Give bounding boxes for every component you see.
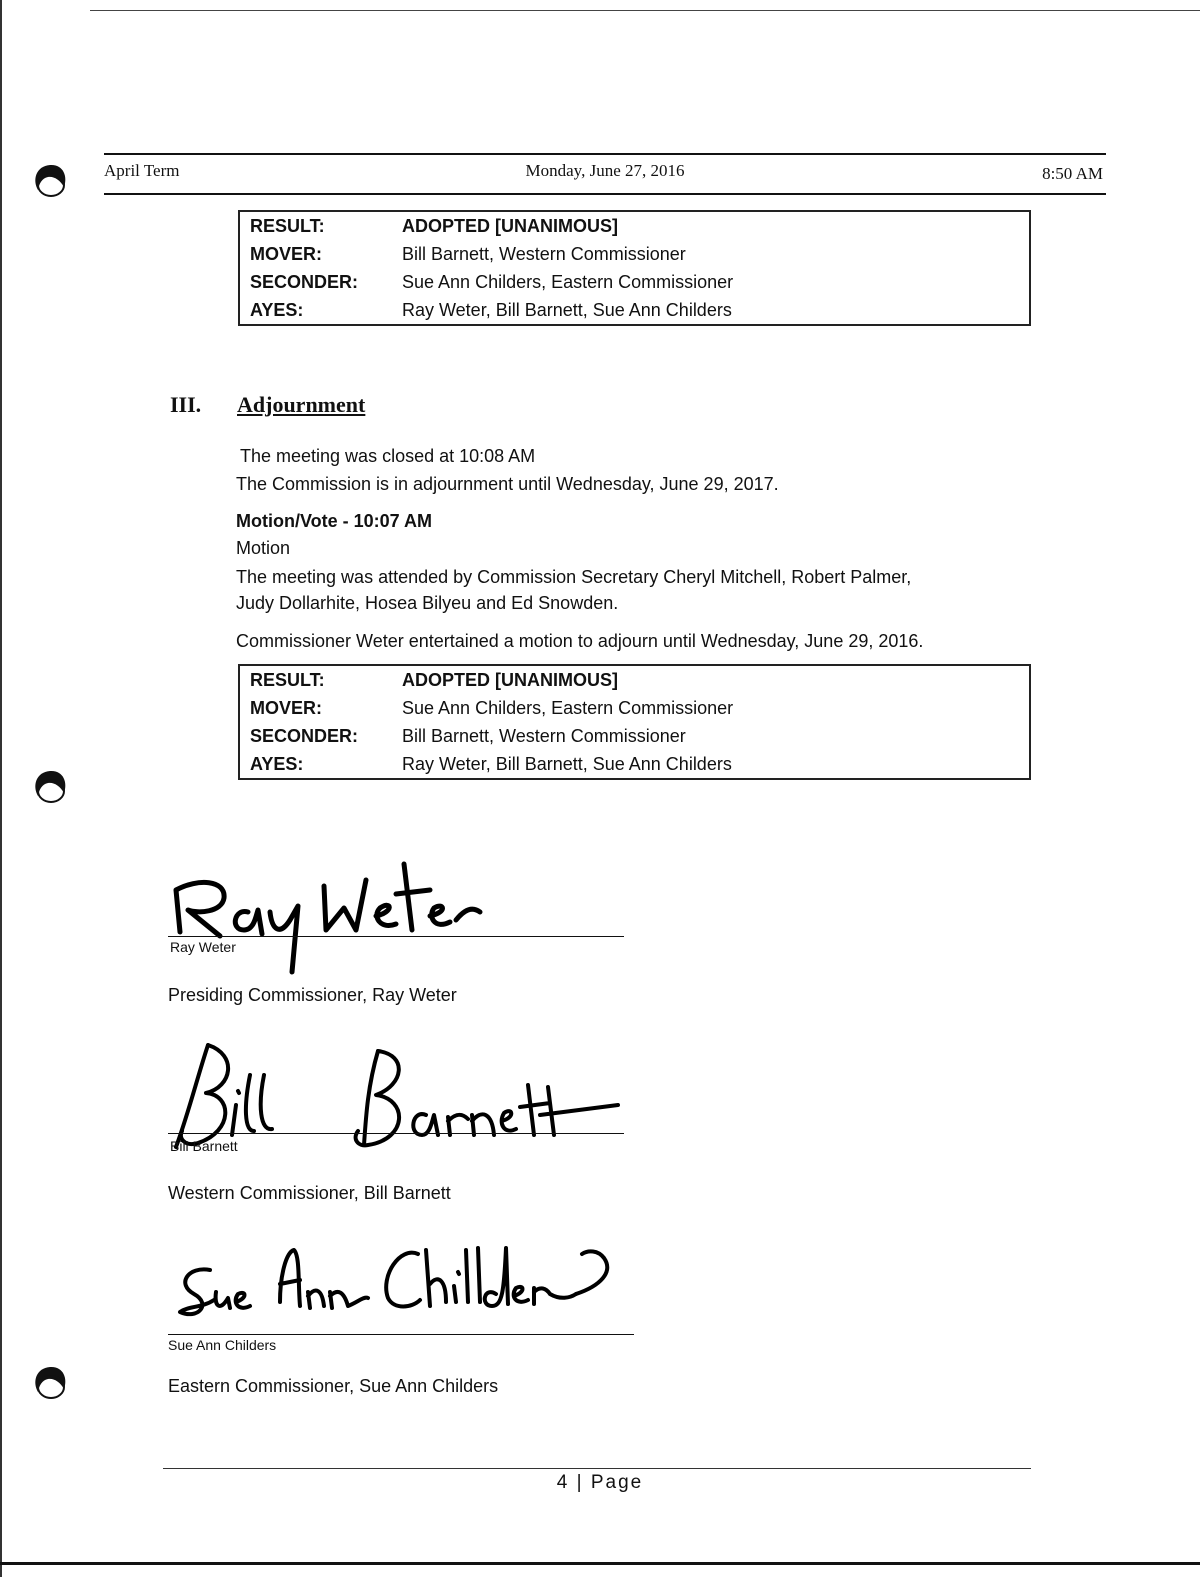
vote-table-1 — [240, 212, 1029, 324]
vote-label: SECONDER: — [250, 271, 359, 292]
motion-label: Motion — [236, 538, 291, 558]
signature-block-barnett — [168, 1035, 638, 1205]
scan-edge-top — [90, 10, 1200, 11]
printed-name: Sue Ann Childers — [168, 1337, 277, 1353]
attended-line-2: Judy Dollarhite, Hosea Bilyeu and Ed Snowden. — [236, 593, 619, 613]
vote-label: SECONDER: — [250, 725, 359, 746]
punch-hole-icon — [30, 1362, 70, 1402]
signature-bill-barnett — [168, 1035, 638, 1165]
vote-row-result — [240, 212, 1029, 240]
vote-result-box-1 — [238, 210, 1031, 326]
vote-result-box-2 — [238, 664, 1031, 780]
punch-hole-icon — [30, 766, 70, 806]
vote-value: Sue Ann Childers, Eastern Commissioner — [402, 697, 734, 718]
section-number: III. — [170, 392, 202, 417]
signature-block-childers — [168, 1236, 638, 1406]
vote-value: ADOPTED [UNANIMOUS] — [402, 215, 618, 236]
attended-line-1: The meeting was attended by Commission Secretary Cheryl Mitchell, Robert Palmer, — [236, 567, 912, 587]
scan-edge-left — [0, 0, 2, 1577]
signature-sue-ann-childers — [168, 1236, 638, 1346]
vote-row-mover — [240, 240, 1029, 268]
scan-edge-bottom — [0, 1562, 1200, 1565]
vote-row-ayes — [240, 750, 1029, 778]
vote-value: Bill Barnett, Western Commissioner — [402, 243, 686, 264]
signature-ray-weter — [168, 850, 638, 980]
vote-value: Ray Weter, Bill Barnett, Sue Ann Childers — [402, 299, 732, 320]
motion-text: Commissioner Weter entertained a motion to adjourn until Wednesday, June 29, 2016. — [236, 631, 924, 651]
header-rule-bottom — [104, 193, 1106, 195]
vote-table-2 — [240, 666, 1029, 778]
header-time: 8:50 AM — [1042, 164, 1103, 183]
signature-title: Western Commissioner, Bill Barnett — [168, 1183, 451, 1203]
vote-label: MOVER: — [250, 243, 322, 264]
signature-title: Eastern Commissioner, Sue Ann Childers — [168, 1376, 499, 1396]
vote-row-ayes — [240, 296, 1029, 324]
header-date: Monday, June 27, 2016 — [525, 161, 685, 180]
vote-value: Ray Weter, Bill Barnett, Sue Ann Childers — [402, 753, 732, 774]
motion-heading: Motion/Vote - 10:07 AM — [236, 511, 433, 531]
signature-line — [168, 936, 624, 937]
vote-row-mover — [240, 694, 1029, 722]
vote-label: AYES: — [250, 753, 304, 774]
header-rule-top — [104, 153, 1106, 155]
vote-label: RESULT: — [250, 215, 325, 236]
vote-label: AYES: — [250, 299, 304, 320]
vote-value: Sue Ann Childers, Eastern Commissioner — [402, 271, 734, 292]
footer-rule — [163, 1468, 1031, 1469]
vote-value: Bill Barnett, Western Commissioner — [402, 725, 686, 746]
signature-line — [168, 1334, 634, 1335]
header-term: April Term — [104, 161, 180, 180]
vote-label: RESULT: — [250, 669, 325, 690]
page-number: 4 | Page — [556, 1472, 644, 1493]
signature-block-weter — [168, 850, 638, 1020]
vote-row-seconder — [240, 722, 1029, 750]
printed-name: Bill Barnett — [170, 1138, 238, 1154]
vote-row-result — [240, 666, 1029, 694]
signature-title: Presiding Commissioner, Ray Weter — [168, 985, 457, 1005]
signature-line — [168, 1133, 624, 1134]
vote-label: MOVER: — [250, 697, 322, 718]
vote-value: ADOPTED [UNANIMOUS] — [402, 669, 618, 690]
closed-line: The meeting was closed at 10:08 AM — [240, 446, 536, 466]
printed-name: Ray Weter — [170, 939, 236, 955]
adjourn-line: The Commission is in adjournment until Wednesday, June 29, 2017. — [236, 474, 779, 494]
section-title: Adjournment — [237, 392, 366, 417]
vote-row-seconder — [240, 268, 1029, 296]
